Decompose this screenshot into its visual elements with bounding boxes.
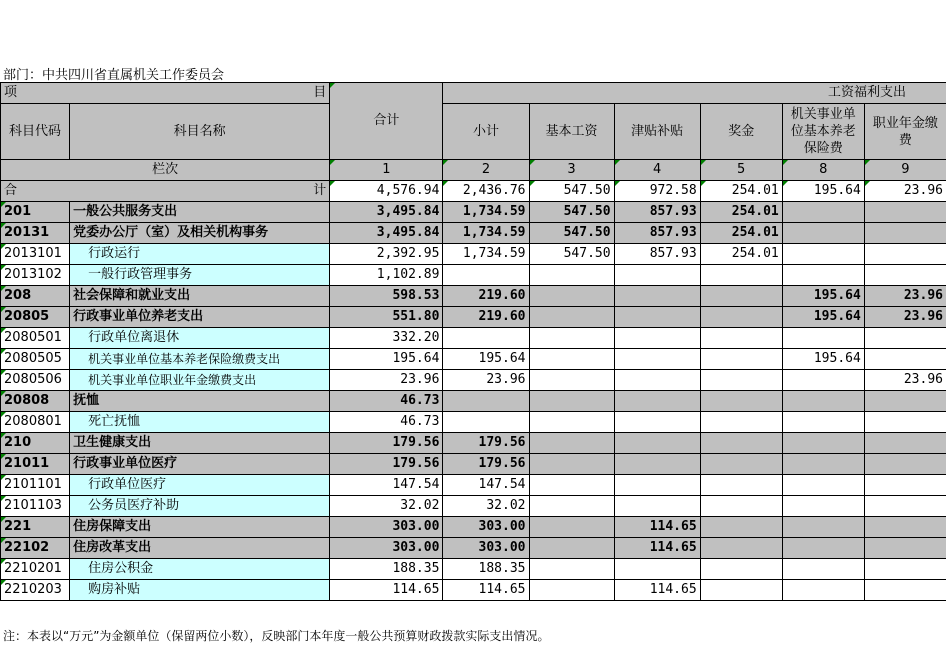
col-num-4: 4: [614, 160, 700, 181]
col-num-3: 3: [529, 160, 614, 181]
row-value: [782, 328, 864, 349]
row-value: 114.65: [614, 517, 700, 538]
row-value: 547.50: [529, 223, 614, 244]
row-name: 行政事业单位养老支出: [70, 307, 330, 328]
row-value: [529, 328, 614, 349]
table-row: [1, 538, 946, 559]
row-value: [864, 433, 946, 454]
row-value: 114.65: [330, 580, 443, 601]
row-value: [700, 286, 782, 307]
row-value: [443, 328, 529, 349]
row-value: [782, 538, 864, 559]
row-value: [529, 559, 614, 580]
row-value: 179.56: [330, 433, 443, 454]
row-code: 20808: [1, 391, 70, 412]
row-value: [529, 286, 614, 307]
header-col-xiaoji: 小计: [443, 104, 529, 160]
row-value: [529, 349, 614, 370]
row-name: 行政单位离退休: [70, 328, 330, 349]
row-value: [782, 202, 864, 223]
row-value: [700, 559, 782, 580]
row-value: [700, 412, 782, 433]
row-name: 社会保障和就业支出: [70, 286, 330, 307]
table-row: [1, 580, 946, 601]
total-value: 547.50: [529, 181, 614, 202]
row-value: [614, 496, 700, 517]
row-name: 党委办公厅（室）及相关机构事务: [70, 223, 330, 244]
row-value: [443, 412, 529, 433]
row-name: 一般行政管理事务: [70, 265, 330, 286]
row-value: [782, 370, 864, 391]
total-ji: 计: [313, 183, 327, 198]
row-value: [614, 475, 700, 496]
row-name: 行政单位医疗: [70, 475, 330, 496]
row-value: 195.64: [443, 349, 529, 370]
row-value: [529, 475, 614, 496]
table-row: [1, 454, 946, 475]
total-he: 合: [4, 183, 18, 198]
row-value: 195.64: [782, 286, 864, 307]
total-label-cell: [1, 181, 330, 202]
total-value: 4,576.94: [330, 181, 443, 202]
col-num-9: 9: [864, 160, 946, 181]
header-mu: 目: [313, 85, 327, 100]
row-name: 死亡抚恤: [70, 412, 330, 433]
row-value: 23.96: [864, 286, 946, 307]
row-code: 20805: [1, 307, 70, 328]
row-value: [782, 454, 864, 475]
row-value: 32.02: [443, 496, 529, 517]
col-num-1: 1: [330, 160, 443, 181]
row-value: [529, 370, 614, 391]
row-value: 23.96: [864, 307, 946, 328]
row-value: 114.65: [443, 580, 529, 601]
table-row: [1, 391, 946, 412]
lanci-row: [1, 160, 946, 181]
col-num-8: 8: [782, 160, 864, 181]
row-name: 卫生健康支出: [70, 433, 330, 454]
row-code: 2210203: [1, 580, 70, 601]
row-value: [443, 391, 529, 412]
table-row: [1, 307, 946, 328]
table-row: [1, 244, 946, 265]
row-value: 46.73: [330, 412, 443, 433]
table-row: [1, 433, 946, 454]
row-value: [614, 349, 700, 370]
row-value: 857.93: [614, 202, 700, 223]
department-label: 部门：中共四川省直属机关工作委员会: [3, 68, 225, 83]
row-name: 住房保障支出: [70, 517, 330, 538]
row-code: 2210201: [1, 559, 70, 580]
row-value: 179.56: [330, 454, 443, 475]
row-value: [614, 391, 700, 412]
row-value: 254.01: [700, 244, 782, 265]
row-value: [864, 496, 946, 517]
row-value: [782, 475, 864, 496]
row-value: [782, 517, 864, 538]
row-value: 147.54: [330, 475, 443, 496]
header-group-title: 工资福利支出: [443, 83, 946, 104]
row-value: 551.80: [330, 307, 443, 328]
row-value: 188.35: [330, 559, 443, 580]
row-value: [529, 307, 614, 328]
row-value: [864, 391, 946, 412]
row-value: [864, 475, 946, 496]
row-value: [443, 265, 529, 286]
col-num-2: 2: [443, 160, 529, 181]
row-value: [529, 433, 614, 454]
row-value: [700, 265, 782, 286]
row-value: [700, 349, 782, 370]
total-value: 972.58: [614, 181, 700, 202]
row-value: [782, 391, 864, 412]
row-value: 857.93: [614, 244, 700, 265]
header-row-1: [1, 83, 946, 104]
row-code: 2013102: [1, 265, 70, 286]
footnote: 注：本表以“万元”为金额单位（保留两位小数），反映部门本年度一般公共预算财政拨款实际支出情况。: [3, 629, 550, 643]
row-value: 147.54: [443, 475, 529, 496]
row-code: 21011: [1, 454, 70, 475]
row-value: 32.02: [330, 496, 443, 517]
row-value: 3,495.84: [330, 202, 443, 223]
row-value: 547.50: [529, 244, 614, 265]
row-value: [782, 559, 864, 580]
row-value: [700, 517, 782, 538]
row-value: 23.96: [443, 370, 529, 391]
row-value: [614, 433, 700, 454]
row-value: [864, 454, 946, 475]
total-value: 2,436.76: [443, 181, 529, 202]
row-value: 1,102.89: [330, 265, 443, 286]
row-value: 179.56: [443, 454, 529, 475]
row-value: 303.00: [330, 517, 443, 538]
row-value: 219.60: [443, 286, 529, 307]
row-code: 2080501: [1, 328, 70, 349]
table-row: [1, 286, 946, 307]
row-value: [614, 328, 700, 349]
row-value: [614, 370, 700, 391]
row-value: [864, 517, 946, 538]
row-value: [864, 349, 946, 370]
row-value: [700, 454, 782, 475]
row-value: 3,495.84: [330, 223, 443, 244]
row-value: [614, 265, 700, 286]
header-code-label: 科目代码: [1, 104, 70, 160]
row-code: 2080801: [1, 412, 70, 433]
row-name: 机关事业单位基本养老保险缴费支出: [70, 349, 330, 370]
header-col-annuity: 职业年金缴费: [864, 104, 946, 160]
table-row: [1, 496, 946, 517]
total-row: [1, 181, 946, 202]
row-name: 一般公共服务支出: [70, 202, 330, 223]
row-value: [700, 433, 782, 454]
row-value: 195.64: [330, 349, 443, 370]
total-value: 195.64: [782, 181, 864, 202]
row-value: 857.93: [614, 223, 700, 244]
expenditure-table: [0, 82, 946, 601]
row-value: 219.60: [443, 307, 529, 328]
row-value: [700, 391, 782, 412]
row-value: 114.65: [614, 580, 700, 601]
header-xiang: 项: [4, 85, 18, 100]
row-value: 46.73: [330, 391, 443, 412]
table-row: [1, 349, 946, 370]
table-row: [1, 412, 946, 433]
row-value: [864, 412, 946, 433]
row-value: [864, 580, 946, 601]
row-value: 179.56: [443, 433, 529, 454]
row-code: 2080505: [1, 349, 70, 370]
row-code: 2101101: [1, 475, 70, 496]
row-value: [782, 265, 864, 286]
row-value: 2,392.95: [330, 244, 443, 265]
row-value: 1,734.59: [443, 202, 529, 223]
header-name-label: 科目名称: [70, 104, 330, 160]
row-value: [529, 496, 614, 517]
row-code: 2101103: [1, 496, 70, 517]
row-name: 行政运行: [70, 244, 330, 265]
row-value: 254.01: [700, 202, 782, 223]
table-row: [1, 265, 946, 286]
row-name: 行政事业单位医疗: [70, 454, 330, 475]
row-value: [864, 265, 946, 286]
row-value: 598.53: [330, 286, 443, 307]
header-heji: 合计: [330, 83, 443, 160]
row-value: [529, 454, 614, 475]
row-value: [864, 223, 946, 244]
row-code: 210: [1, 433, 70, 454]
row-value: [614, 454, 700, 475]
row-value: [700, 475, 782, 496]
header-col-pension: 机关事业单位基本养老保险费: [782, 104, 864, 160]
row-value: [782, 412, 864, 433]
row-value: [529, 517, 614, 538]
row-code: 221: [1, 517, 70, 538]
table-row: [1, 559, 946, 580]
row-value: 23.96: [330, 370, 443, 391]
row-value: [782, 580, 864, 601]
row-value: [782, 244, 864, 265]
row-value: [614, 286, 700, 307]
row-value: [864, 202, 946, 223]
row-value: [700, 496, 782, 517]
row-value: 195.64: [782, 349, 864, 370]
row-value: [614, 307, 700, 328]
row-value: 303.00: [330, 538, 443, 559]
row-code: 22102: [1, 538, 70, 559]
table-row: [1, 370, 946, 391]
row-value: 332.20: [330, 328, 443, 349]
row-value: [529, 412, 614, 433]
table-row: [1, 202, 946, 223]
row-value: [700, 307, 782, 328]
table-row: [1, 223, 946, 244]
row-value: [700, 328, 782, 349]
table-row: [1, 517, 946, 538]
header-col-allowance: 津贴补贴: [614, 104, 700, 160]
row-value: 114.65: [614, 538, 700, 559]
row-code: 208: [1, 286, 70, 307]
row-value: [614, 412, 700, 433]
row-value: [529, 391, 614, 412]
row-value: [864, 328, 946, 349]
row-value: [864, 538, 946, 559]
row-value: [782, 433, 864, 454]
row-code: 2080506: [1, 370, 70, 391]
row-value: [614, 559, 700, 580]
row-value: 303.00: [443, 517, 529, 538]
row-name: 住房改革支出: [70, 538, 330, 559]
row-value: [529, 538, 614, 559]
row-name: 住房公积金: [70, 559, 330, 580]
table-row: [1, 475, 946, 496]
row-value: [864, 559, 946, 580]
row-value: [700, 580, 782, 601]
row-value: 23.96: [864, 370, 946, 391]
row-value: [782, 223, 864, 244]
row-value: 254.01: [700, 223, 782, 244]
total-value: 254.01: [700, 181, 782, 202]
row-value: 1,734.59: [443, 244, 529, 265]
row-value: [864, 244, 946, 265]
row-name: 抚恤: [70, 391, 330, 412]
row-value: 195.64: [782, 307, 864, 328]
row-code: 2013101: [1, 244, 70, 265]
row-value: 303.00: [443, 538, 529, 559]
row-value: [529, 265, 614, 286]
header-col-basic-salary: 基本工资: [529, 104, 614, 160]
header-col-bonus: 奖金: [700, 104, 782, 160]
total-value: 23.96: [864, 181, 946, 202]
row-value: [782, 496, 864, 517]
row-name: 公务员医疗补助: [70, 496, 330, 517]
col-num-5: 5: [700, 160, 782, 181]
row-value: [700, 370, 782, 391]
lanci-label: 栏次: [1, 160, 330, 181]
row-code: 20131: [1, 223, 70, 244]
row-value: [700, 538, 782, 559]
header-xiang-mu-cell: [1, 83, 330, 104]
row-name: 购房补贴: [70, 580, 330, 601]
row-value: 188.35: [443, 559, 529, 580]
row-value: 1,734.59: [443, 223, 529, 244]
row-value: [529, 580, 614, 601]
row-name: 机关事业单位职业年金缴费支出: [70, 370, 330, 391]
table-row: [1, 328, 946, 349]
row-code: 201: [1, 202, 70, 223]
row-value: 547.50: [529, 202, 614, 223]
